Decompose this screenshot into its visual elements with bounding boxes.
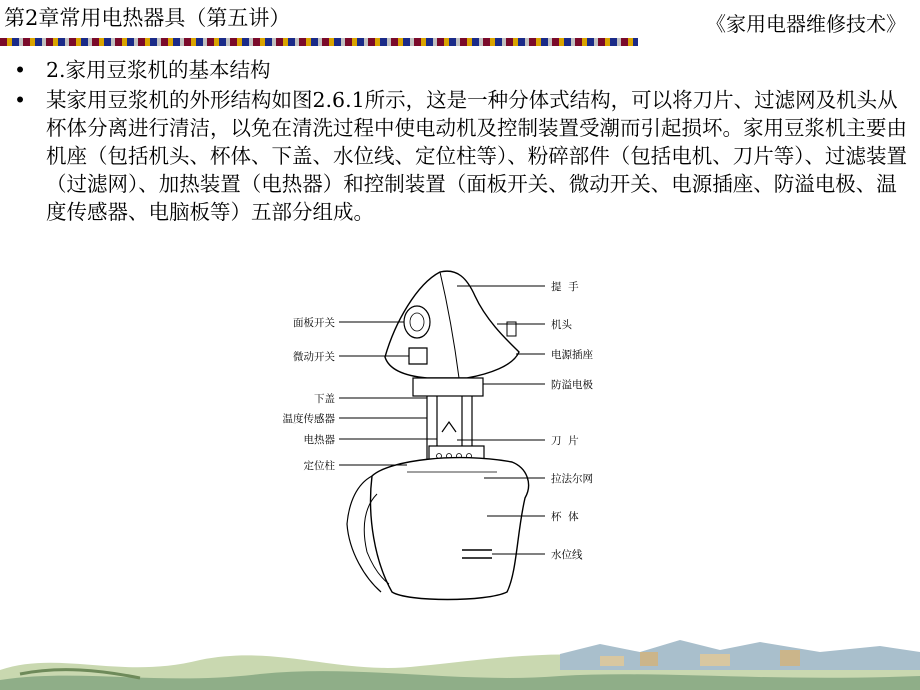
lower-cover [413, 378, 483, 396]
label-blade: 刀 片 [551, 435, 579, 447]
label-cup-body: 杯 体 [551, 511, 579, 523]
panel-switch [404, 306, 430, 338]
label-heater: 电热器 [303, 434, 335, 446]
soymilk-maker-diagram [277, 262, 627, 620]
label-overflow-electrode: 防溢电极 [551, 379, 593, 391]
bullet-text: 2.家用豆浆机的基本结构 [46, 58, 271, 82]
bullet-item [10, 86, 910, 226]
label-handle: 提 手 [551, 281, 579, 293]
bullet-item [10, 56, 910, 84]
label-lower-cover: 下盖 [314, 393, 335, 405]
header-left-title: 第2章常用电热器具（第五讲） [4, 6, 291, 30]
label-micro-switch: 微动开关 [293, 351, 335, 363]
header-stripe [0, 38, 638, 46]
label-water-level: 水位线 [551, 549, 583, 561]
header-right-title: 《家用电器维修技术》 [706, 12, 906, 36]
bullet-dot: • [14, 58, 27, 82]
bullet-list [10, 56, 910, 228]
micro-switch [409, 348, 427, 364]
bullet-text: 某家用豆浆机的外形结构如图2.6.1所示，这是一种分体式结构，可以将刀片、过滤网及机头从杯体分离进行清洁，以免在清洗过程中使电动机及控制装置受潮而引起损坏。家用豆浆机主要由机座（包括机头、杯体、下盖、水位线、定位柱等）、粉碎部件（包括电机、刀片等）、过滤装置（过滤网）、加热装置（电热器）和控制装置（面板开关、微动开关、电源插座、防溢电极、温度传感器、电脑板等）五部分组成。 [46, 88, 907, 224]
label-machine-head: 机头 [551, 319, 572, 331]
label-filter: 拉法尔网 [551, 473, 593, 485]
label-locating-post: 定位柱 [303, 460, 335, 472]
footer-landscape-decoration [0, 630, 920, 690]
cup-body [371, 458, 529, 600]
label-power-socket: 电源插座 [551, 349, 593, 361]
label-temp-sensor: 温度传感器 [282, 413, 335, 425]
label-panel-switch: 面板开关 [293, 317, 335, 329]
bullet-dot: • [14, 88, 27, 112]
